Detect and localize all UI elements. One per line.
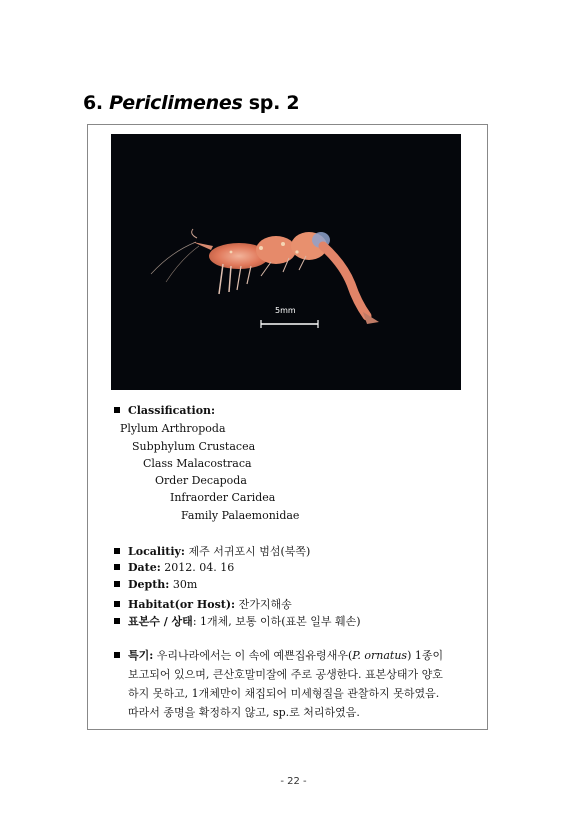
heading-number: 6. [83, 92, 103, 114]
taxon-family: Family Palaemonidae [181, 509, 300, 522]
remarks-line-4: 따라서 종명을 확정하지 않고, sp.로 처리하였음. [128, 706, 360, 719]
remarks-line-1 [114, 647, 443, 663]
species-heading [83, 92, 299, 114]
specimen-count-value: : 1개체, 보통 이하(표본 일부 훼손) [192, 615, 361, 628]
taxon-order: Order Decapoda [155, 474, 247, 487]
classification-label: Classification: [128, 404, 216, 417]
remarks-text-1a: 우리나라에서는 이 속에 예쁜집유령새우( [153, 649, 353, 662]
habitat-value: 잔가지해송 [235, 598, 292, 611]
locality-label: Localitiy: [128, 545, 185, 558]
habitat-label: Habitat(or Host): [128, 598, 236, 611]
detail-depth [114, 578, 197, 591]
bullet-square-icon [114, 601, 120, 607]
specimen-count-label: 표본수 / 상태 [128, 615, 193, 628]
remarks-label: 특기: [128, 649, 154, 662]
taxon-class: Class Malacostraca [143, 457, 252, 470]
heading-species: sp. 2 [248, 92, 300, 114]
classification-item [114, 404, 215, 417]
detail-specimen-count [114, 613, 361, 629]
remarks-line-3: 하지 못하고, 1개체만이 채집되어 미세형질을 관찰하지 못하였음. [128, 687, 440, 700]
bullet-square-icon [114, 407, 120, 413]
detail-date [114, 561, 234, 574]
date-value: 2012. 04. 16 [160, 561, 235, 574]
bullet-square-icon [114, 581, 120, 587]
remarks-species-name: P. ornatus [352, 649, 408, 662]
detail-locality [114, 543, 310, 559]
taxon-subphylum: Subphylum Crustacea [132, 440, 256, 453]
bullet-square-icon [114, 548, 120, 554]
specimen-photo [111, 134, 461, 390]
bullet-square-icon [114, 618, 120, 624]
page-number: - 22 - [280, 776, 307, 787]
heading-genus: Periclimenes [109, 92, 243, 114]
depth-label: Depth: [128, 578, 170, 591]
shrimp-image [111, 134, 461, 390]
detail-habitat [114, 596, 292, 612]
bullet-square-icon [114, 652, 120, 658]
bullet-square-icon [114, 564, 120, 570]
taxon-phylum: Plylum Arthropoda [120, 422, 226, 435]
taxon-infraorder: Infraorder Caridea [170, 491, 276, 504]
locality-value: 제주 서귀포시 범섬(북쪽) [184, 545, 311, 558]
date-label: Date: [128, 561, 161, 574]
depth-value: 30m [169, 578, 198, 591]
remarks-text-1b: ) 1종이 [407, 649, 444, 662]
remarks-line-2: 보고되어 있으며, 큰산호말미잘에 주로 공생한다. 표본상태가 양호 [128, 668, 443, 681]
scale-label: 5mm [275, 306, 296, 315]
